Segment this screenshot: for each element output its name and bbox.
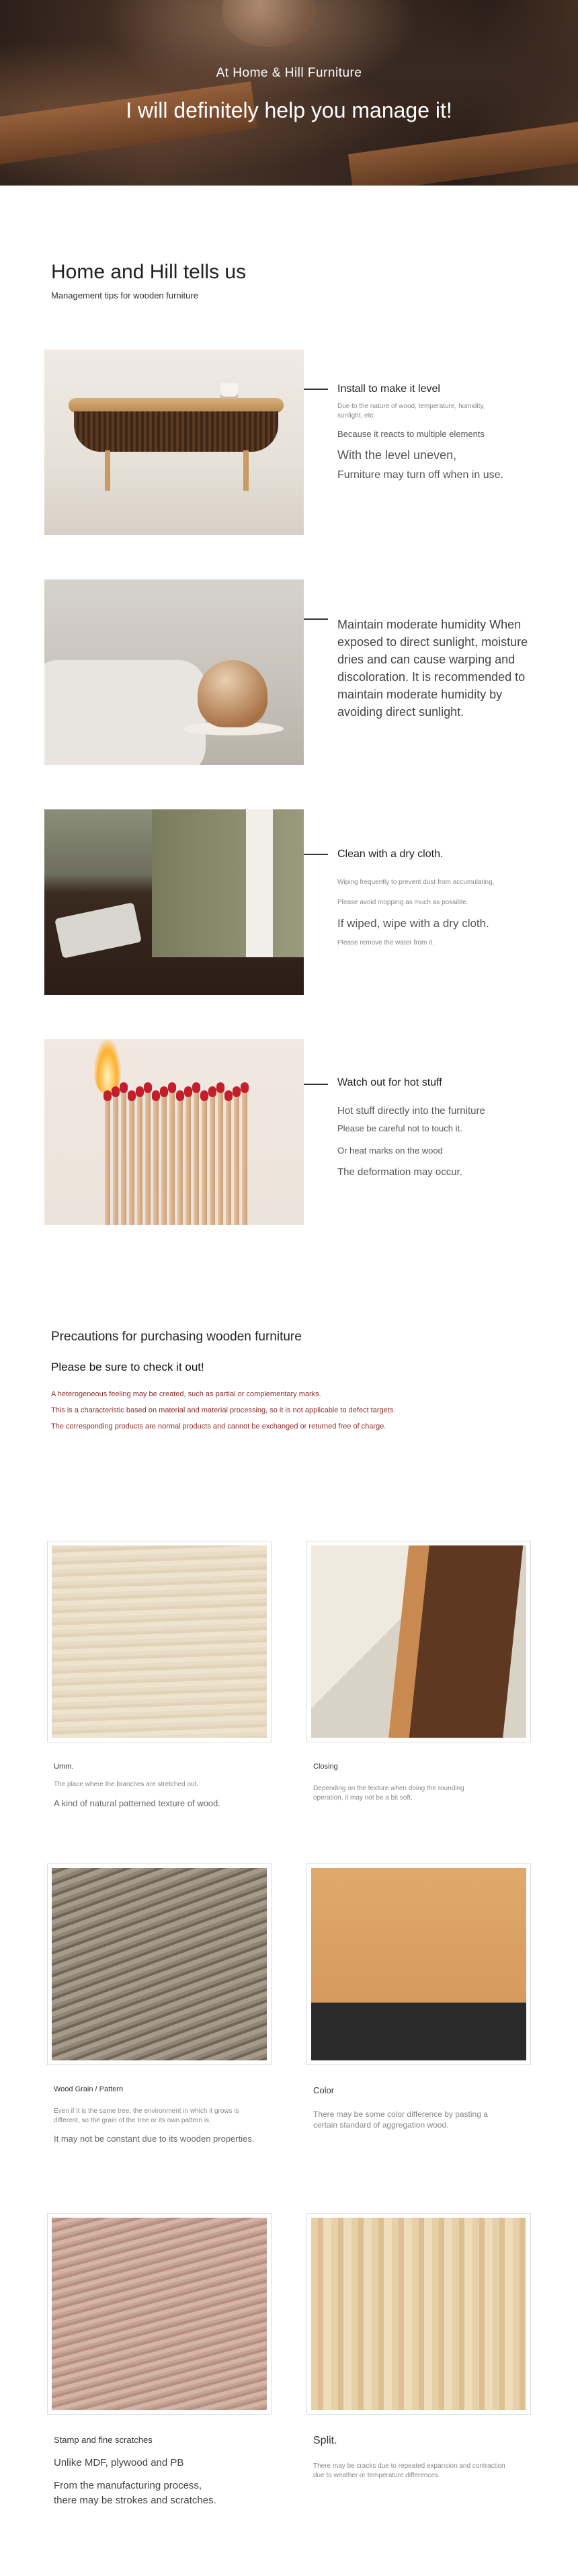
card-text: From the manufacturing process, [54, 2479, 202, 2491]
intro-title: Home and Hill tells us [51, 261, 247, 283]
image-frame [306, 1541, 531, 1742]
match-stick [145, 1089, 151, 1225]
humidifier-photo [44, 579, 304, 765]
tip-heading: Clean with a dry cloth. [337, 848, 444, 860]
match-stick [113, 1093, 118, 1225]
divider-line [304, 1084, 328, 1085]
card-text: Unlike MDF, plywood and PB [54, 2457, 184, 2468]
precautions-subtitle: Please be sure to check it out! [51, 1361, 204, 1373]
card-note: The place where the branches are stretched out. [54, 1781, 199, 1788]
card-text: there may be strokes and scratches. [54, 2494, 216, 2506]
hero-hand-image [222, 0, 316, 47]
divider-line [304, 854, 328, 855]
tip-note: Please avoid mopping as much as possible. [337, 899, 468, 906]
tip-text: Hot stuff directly into the furniture [337, 1105, 485, 1117]
tip-heading: Watch out for hot stuff [337, 1077, 442, 1088]
match-head [160, 1086, 168, 1097]
wood-block-photo [311, 1545, 526, 1738]
hero-banner [0, 0, 578, 186]
match-head [192, 1082, 200, 1093]
match-head [208, 1086, 216, 1097]
tip-humidity [0, 579, 578, 809]
precautions-title: Precautions for purchasing wooden furniture [51, 1330, 302, 1344]
card-note: Depending on the texture when doing the rounding operation, it may not be a bit soft. [313, 1785, 464, 1802]
match-stick [194, 1089, 199, 1225]
wood-color-photo [311, 1868, 526, 2060]
grid-card [306, 2213, 531, 2480]
match-stick [210, 1093, 215, 1225]
tip-heading: Install to make it level [337, 383, 440, 395]
match-head [144, 1082, 152, 1093]
card-title: Color [313, 2085, 335, 2095]
tip-level [0, 350, 578, 579]
image-frame [47, 2213, 272, 2415]
match-head [200, 1090, 208, 1101]
grid-card [306, 1541, 531, 1802]
match-head [216, 1082, 224, 1093]
match-stick [153, 1097, 159, 1225]
grid-card [47, 1541, 272, 1809]
tip-note: Wiping frequently to prevent dust from accumulating, [337, 879, 495, 886]
coffee-table-photo [44, 350, 304, 535]
match-head [168, 1082, 176, 1093]
matches-photo [44, 1039, 304, 1225]
match-stick [121, 1089, 126, 1225]
card-note: There may be some color difference by pasting a certain standard of aggregation wood. [313, 2109, 488, 2130]
tip-text: Or heat marks on the wood [337, 1145, 443, 1156]
match-head [112, 1086, 120, 1097]
match-head [104, 1090, 112, 1101]
match-stick [177, 1097, 183, 1225]
card-title: Split. [313, 2435, 337, 2446]
precautions-section [0, 1240, 578, 1431]
match-stick [242, 1089, 247, 1225]
image-frame [47, 1541, 272, 1742]
intro-section [0, 186, 578, 347]
tip-text: The deformation may occur. [337, 1166, 462, 1178]
match-stick [169, 1089, 175, 1225]
match-stick [218, 1089, 223, 1225]
tip-text: Please be careful not to touch it. [337, 1123, 462, 1133]
wiping-table-photo [44, 809, 304, 995]
match-stick [234, 1093, 239, 1225]
match-head [152, 1090, 160, 1101]
match-head [128, 1090, 136, 1101]
match-head [136, 1086, 144, 1097]
card-note: There may be cracks due to repeated expansion and contraction due to weather or temperature differences. [313, 2462, 505, 2479]
match-stick [105, 1097, 110, 1225]
match-head [224, 1090, 233, 1101]
card-note: Even if it is the same tree, the environment in which it grows is different, so the grain of the tree or its own pattern is. [54, 2107, 239, 2124]
tip-paragraph: Maintain moderate humidity When exposed to direct sunlight, moisture dries and can cause warping and discoloration. It is recommended to maintain moderate humidity by avoiding direct sunlight. [337, 618, 528, 719]
grid-card [47, 2213, 272, 2507]
match-stick [202, 1097, 207, 1225]
match-head [241, 1082, 249, 1093]
tip-note: Due to the nature of wood, temperature, humidity, sunlight, etc. [337, 403, 485, 419]
hero-title: I will definitely help you manage it! [126, 98, 452, 122]
precaution-note: This is a characteristic based on material and material processing, so it is not applicable to defect targets. [51, 1406, 396, 1414]
intro-subtitle: Management tips for wooden furniture [51, 290, 198, 300]
wood-characteristics-grid [0, 1541, 578, 2576]
match-head [184, 1086, 192, 1097]
tip-text-large: If wiped, wipe with a dry cloth. [337, 917, 489, 930]
image-frame [306, 1863, 531, 2065]
wood-knot-photo [52, 1545, 267, 1738]
match-stick [161, 1093, 167, 1225]
hero-wood-plank [348, 115, 578, 186]
divider-line [304, 389, 328, 390]
tip-text: Because it reacts to multiple elements [337, 429, 485, 439]
match-head [233, 1086, 241, 1097]
match-stick [226, 1097, 231, 1225]
hero-subtitle: At Home & Hill Furniture [216, 66, 362, 80]
card-text: It may not be constant due to its wooden properties. [54, 2134, 255, 2144]
precaution-note: A heterogeneous feeling may be created, such as partial or complementary marks. [51, 1390, 321, 1398]
match-head [120, 1082, 128, 1093]
image-frame [306, 2213, 531, 2415]
flame-icon [94, 1039, 121, 1093]
card-text: A kind of natural patterned texture of wood. [54, 1798, 220, 1808]
match-stick [185, 1093, 191, 1225]
card-title: Umm. [54, 1763, 74, 1771]
tip-clean [0, 809, 578, 1039]
tip-text: Furniture may turn off when in use. [337, 469, 503, 481]
grid-card [47, 1863, 272, 2145]
image-frame [47, 1863, 272, 2065]
grid-card [306, 1863, 531, 2130]
match-stick [129, 1097, 134, 1225]
precaution-note: The corresponding products are normal products and cannot be exchanged or returned free of charge. [51, 1422, 386, 1431]
card-title: Stamp and fine scratches [54, 2435, 153, 2445]
divider-line [304, 618, 328, 620]
wood-scratch-photo [52, 2218, 267, 2410]
wood-grain-photo [52, 1868, 267, 2060]
card-title: Wood Grain / Pattern [54, 2085, 124, 2093]
wood-split-photo [311, 2218, 526, 2410]
match-stick [137, 1093, 142, 1225]
tip-text-large: With the level uneven, [337, 448, 457, 462]
tip-note: Please remove the water from it. [337, 938, 434, 947]
hero-wood-plank [0, 81, 257, 167]
match-head [176, 1090, 184, 1101]
card-title: Closing [313, 1763, 338, 1771]
